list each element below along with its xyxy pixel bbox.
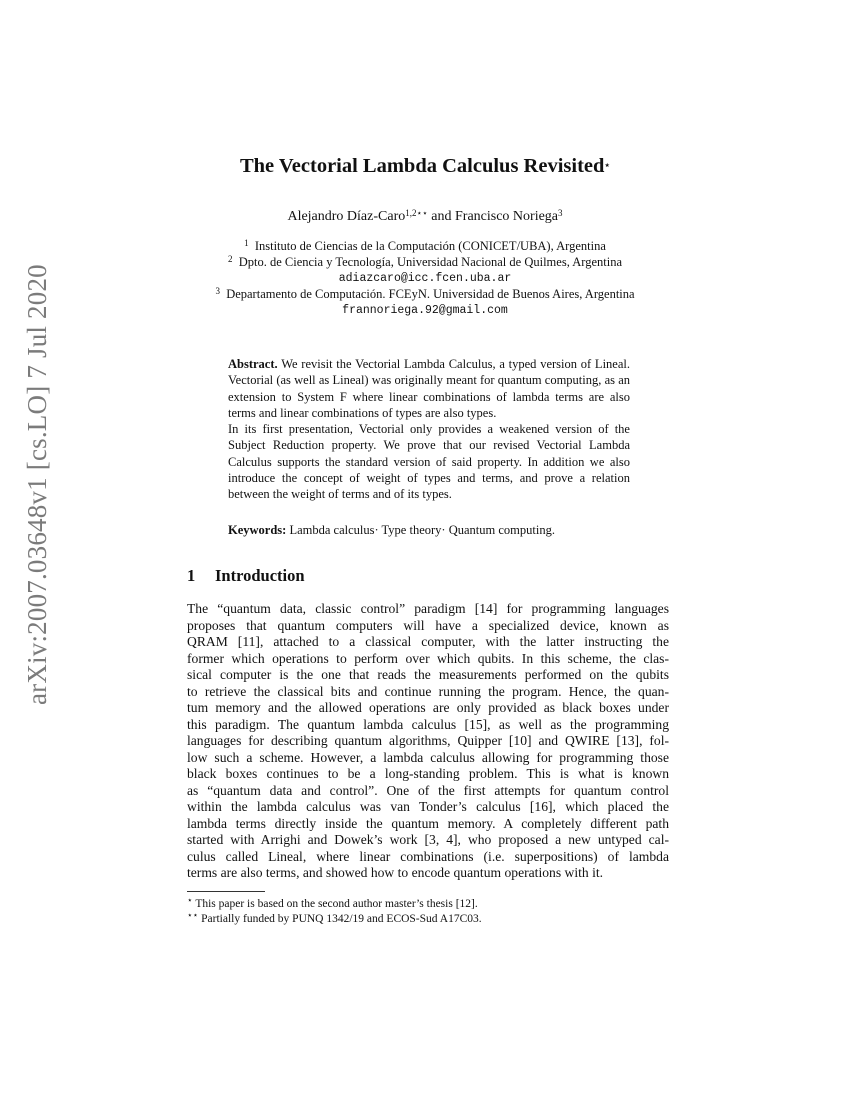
intro-paragraph [187, 601, 669, 882]
abstract [228, 356, 630, 503]
author-1: Alejandro Díaz-Caro [287, 209, 406, 224]
affiliation-3-sup: 3 [215, 286, 220, 296]
affiliation-2-email [0, 270, 850, 285]
section-title: Introduction [215, 566, 305, 585]
intro-line: tum memory and the allowed operations are only provided as black boxes under [187, 700, 669, 715]
paper-title-text: The Vectorial Lambda Calculus Revisited [239, 155, 605, 177]
footnote-rule [187, 891, 265, 892]
footnote-2 [187, 910, 482, 925]
keywords [228, 523, 630, 538]
intro-line: terms are also terms, and showed how to encode quantum operations with it. [187, 865, 604, 880]
affiliation-3 [0, 286, 850, 302]
intro-line: this paradigm. The quantum lambda calculus [15], as well as the programming [187, 716, 669, 732]
intro-line: QRAM [11], attached to a classical computer, with the latter instructing the [187, 634, 669, 649]
intro-line: black boxes continues to be a long-standing problem. This is what is known [187, 766, 669, 781]
abstract-paragraph-2: In its first presentation, Vectorial only provides a weakened version of the Subject Reduction property. We prove that our revised Vectorial Lambda Calculus supports the standard version of said property. In addition we also introduce the concept of weight of types and terms, and prove a relation between the weight of terms and of its types. [228, 422, 630, 502]
affiliation-1 [0, 238, 850, 254]
intro-line: as “quantum data and control”. One of the first attempts for quantum control [187, 782, 669, 798]
arxiv-side-stamp: arXiv:2007.03648v1 [cs.LO] 7 Jul 2020 [22, 264, 52, 705]
section-number: 1 [187, 566, 196, 585]
keywords-text: Lambda calculus· Type theory· Quantum computing. [289, 523, 555, 537]
author-line [0, 208, 850, 225]
keywords-label: Keywords: [228, 523, 287, 537]
author-and: and [431, 209, 452, 224]
intro-line: to retrieve the classical bits and continue running the program. Hence, the quan- [187, 683, 669, 699]
affiliation-3-email [0, 302, 850, 317]
intro-line: culus called Lineal, where linear combinations (i.e. superpositions) of lambda [187, 848, 669, 864]
affiliation-3-text: Departamento de Computación. FCEyN. Universidad de Buenos Aires, Argentina [226, 287, 635, 301]
intro-line: lambda terms directly inside the quantum memory. A completely different path [187, 815, 669, 831]
section-heading [187, 566, 305, 586]
email-1: adiazcaro@icc.fcen.uba.ar [338, 272, 512, 285]
affiliation-2-text: Dpto. de Ciencia y Tecnología, Universidad Nacional de Quilmes, Argentina [238, 255, 623, 269]
abstract-label: Abstract. [228, 357, 278, 371]
author-2: Francisco Noriega [455, 209, 559, 224]
abstract-p1: We revisit the Vectorial Lambda Calculus, a typed version of Lineal. Vectorial (as well as Lineal) was originally meant for quantum computing, as an extension to System F where linear combinations of lambda terms are also terms and linear combinations of types are also types. [228, 357, 630, 420]
intro-line: proposes that quantum computers will have a specialized device, known as [187, 617, 669, 633]
intro-line: started with Arrighi and Dowek’s work [3, 4], who proposed a new untyped cal- [187, 832, 669, 847]
intro-line: sical computer is the one that reads the measurements performed on the qubits [187, 667, 669, 682]
footnote-1 [187, 895, 478, 910]
footnote-2-mark: ⋆⋆ [187, 910, 199, 920]
intro-line: former which operations to perform over which qubits. In this scheme, the clas- [187, 650, 669, 666]
intro-line: languages for describing quantum algorithms, Quipper [10] and QWIRE [13], fol- [187, 733, 669, 748]
footnote-1-text: This paper is based on the second author master’s thesis [12]. [195, 898, 478, 910]
footnote-2-text: Partially funded by PUNQ 1342/19 and ECOS-Sud A17C03. [201, 913, 482, 925]
author-2-sup: 3 [558, 208, 563, 218]
affiliation-2-sup: 2 [227, 254, 233, 264]
affiliation-1-text: Instituto de Ciencias de la Computación (CONICET/UBA), Argentina [254, 239, 606, 253]
affiliation-2 [0, 254, 850, 270]
paper-title [0, 155, 850, 178]
intro-line: The “quantum data, classic control” paradigm [14] for programming languages [187, 601, 669, 616]
affiliation-1-sup: 1 [244, 238, 249, 248]
email-2: frannoriega.92@gmail.com [342, 304, 508, 317]
footnote-1-mark: ⋆ [187, 895, 193, 905]
abstract-paragraph-1 [228, 356, 630, 421]
intro-line: within the lambda calculus was van Tonder’s calculus [16], which placed the [187, 799, 669, 814]
author-1-sup: 1,2⋆⋆ [405, 208, 428, 218]
title-footnote-mark: ⋆ [604, 160, 611, 170]
intro-line: low such a scheme. However, a lambda calculus allowing for programming those [187, 749, 669, 765]
